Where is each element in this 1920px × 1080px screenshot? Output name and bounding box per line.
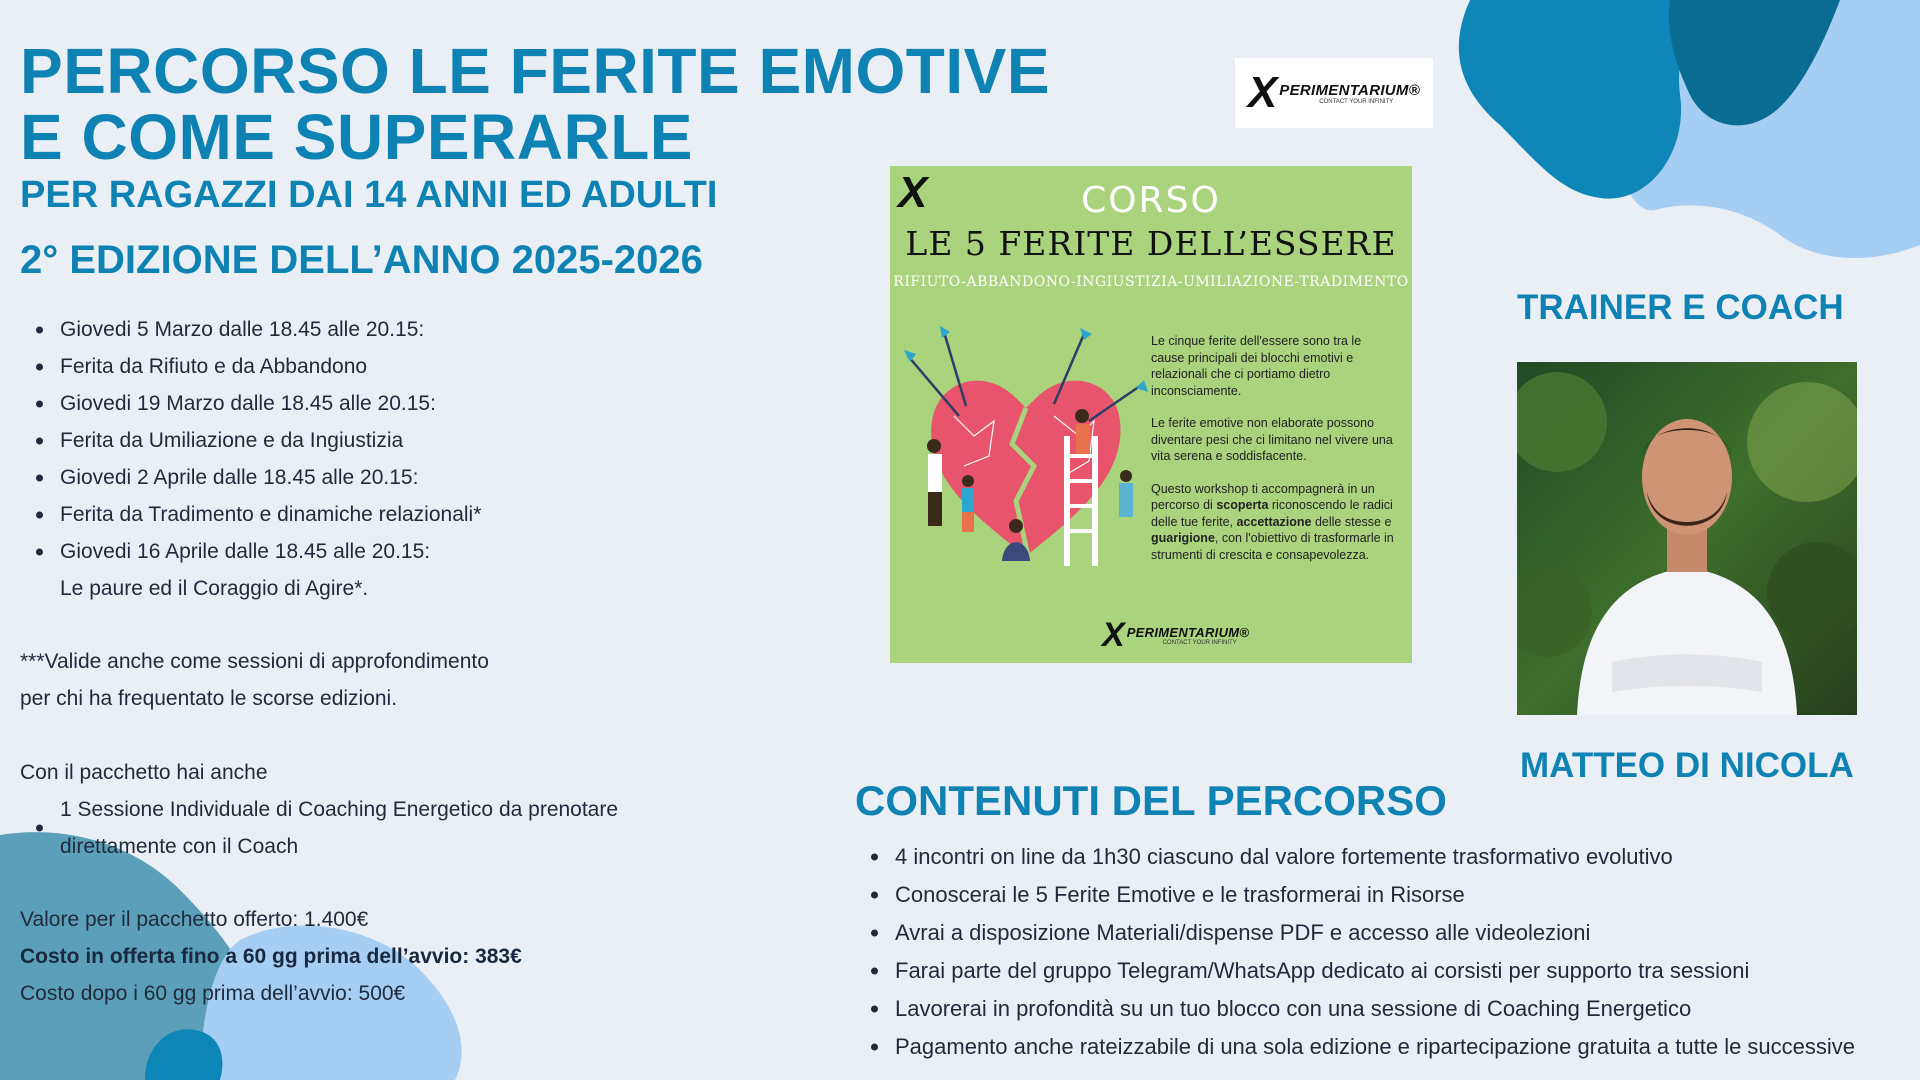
poster-description (1151, 333, 1395, 579)
contents-item: Avrai a disposizione Materiali/dispense PDF e accesso alle videolezioni (855, 914, 1915, 952)
prices-section (20, 901, 522, 1012)
logo-tagline: CONTACT YOUR INFINITY (1319, 98, 1394, 105)
contents-item: Farai parte del gruppo Telegram/WhatsApp dedicato ai corsisti per supporto tra sessioni (855, 952, 1915, 990)
package-intro: Con il pacchetto hai anche (20, 761, 268, 784)
poster-paragraph: Le ferite emotive non elaborate possono diventare pesi che ci limitano nel vivere una vita serena e soddisfacente. (1151, 416, 1393, 463)
poster-logo-word: PERIMENTARIUM® (1126, 624, 1250, 640)
logo-x-mark: X (1247, 68, 1278, 117)
package-item: 1 Sessione Individuale di Coaching Energetico da prenotare direttamente con il Coach (20, 791, 700, 865)
poster-logo-tagline: CONTACT YOUR INFINITY (1162, 639, 1237, 646)
note-text (20, 643, 489, 717)
edition-label: 2° EDIZIONE DELL’ANNO 2025-2026 (20, 238, 703, 282)
price-value: Valore per il pacchetto offerto: 1.400€ (20, 908, 369, 931)
poster-paragraph: Le cinque ferite dell'essere sono tra le cause principali dei blocchi emotivi e relazionali che ci portiamo dietro inconsciamente. (1151, 334, 1362, 398)
contents-item: Conoscerai le 5 Ferite Emotive e le trasformerai in Risorse (855, 876, 1915, 914)
poster-wound-list: RIFIUTO-ABBANDONO-INGIUSTIZIA-UMILIAZIONE-TRADIMENTO (893, 274, 1409, 290)
contents-title: CONTENUTI DEL PERCORSO (855, 777, 1447, 824)
poster-title: LE 5 FERITE DELL’ESSERE (905, 224, 1397, 263)
page-subtitle: PER RAGAZZI DAI 14 ANNI ED ADULTI (20, 174, 718, 216)
trainer-label: TRAINER E COACH (1517, 288, 1844, 327)
contents-item: Pagamento anche rateizzabile di una sola edizione e ripartecipazione gratuita a tutte le successive (855, 1028, 1915, 1066)
schedule-item: Ferita da Tradimento e dinamiche relazionali* (20, 496, 481, 533)
title-line-1: PERCORSO LE FERITE EMOTIVE (20, 35, 1050, 107)
schedule-item: Giovedi 5 Marzo dalle 18.45 alle 20.15: (20, 311, 481, 348)
logo-word: PERIMENTARIUM® (1279, 81, 1421, 99)
poster-paragraph: Questo workshop ti accompagnerà in un percorso di scoperta riconoscendo le radici delle tue ferite, accettazione delle stesse e guarigione, con l'obiettivo di trasformarle in strumenti di crescita e consapevolezza. (1151, 481, 1394, 562)
poster-corso: CORSO (1081, 180, 1221, 221)
price-after: Costo dopo i 60 gg prima dell’avvio: 500€ (20, 982, 406, 1005)
page-title (20, 35, 1060, 173)
title-line-2: E COME SUPERARLE (20, 101, 693, 173)
note-line: ***Valide anche come sessioni di approfondimento (20, 650, 489, 673)
schedule-item: Ferita da Rifiuto e da Abbandono (20, 348, 481, 385)
trainer-portrait-image (1517, 362, 1857, 715)
decorative-blob-top-right (1440, 0, 1920, 270)
poster-x-mark: X (898, 168, 928, 217)
schedule-item: Le paure ed il Coraggio di Agire*. (60, 577, 369, 600)
schedule-item: Giovedi 2 Aprile dalle 18.45 alle 20.15: (20, 459, 481, 496)
contents-item: 4 incontri on line da 1h30 ciascuno dal valore fortemente trasformativo evolutivo (855, 838, 1915, 876)
package-section (20, 754, 740, 865)
schedule-list (20, 311, 481, 607)
poster-logo-x-mark: X (1102, 616, 1125, 654)
trainer-name: MATTEO DI NICOLA (1520, 746, 1854, 785)
poster-logo (1102, 618, 1249, 652)
schedule-item: Ferita da Umiliazione e da Ingiustizia (20, 422, 481, 459)
note-line: per chi ha frequentato le scorse edizioni. (20, 687, 398, 710)
schedule-item: Giovedi 16 Aprile dalle 18.45 alle 20.15: (20, 533, 481, 570)
trainer-photo (1517, 362, 1857, 715)
xperimentarium-logo (1235, 58, 1433, 128)
price-offer: Costo in offerta fino a 60 gg prima dell’avvio: 383€ (20, 945, 522, 968)
course-poster (890, 166, 1412, 663)
contents-item: Lavorerai in profondità su un tuo blocco con una sessione di Coaching Energetico (855, 990, 1915, 1028)
contents-list (855, 838, 1915, 1066)
schedule-item: Giovedi 19 Marzo dalle 18.45 alle 20.15: (20, 385, 481, 422)
broken-heart-illustration (904, 326, 1149, 616)
